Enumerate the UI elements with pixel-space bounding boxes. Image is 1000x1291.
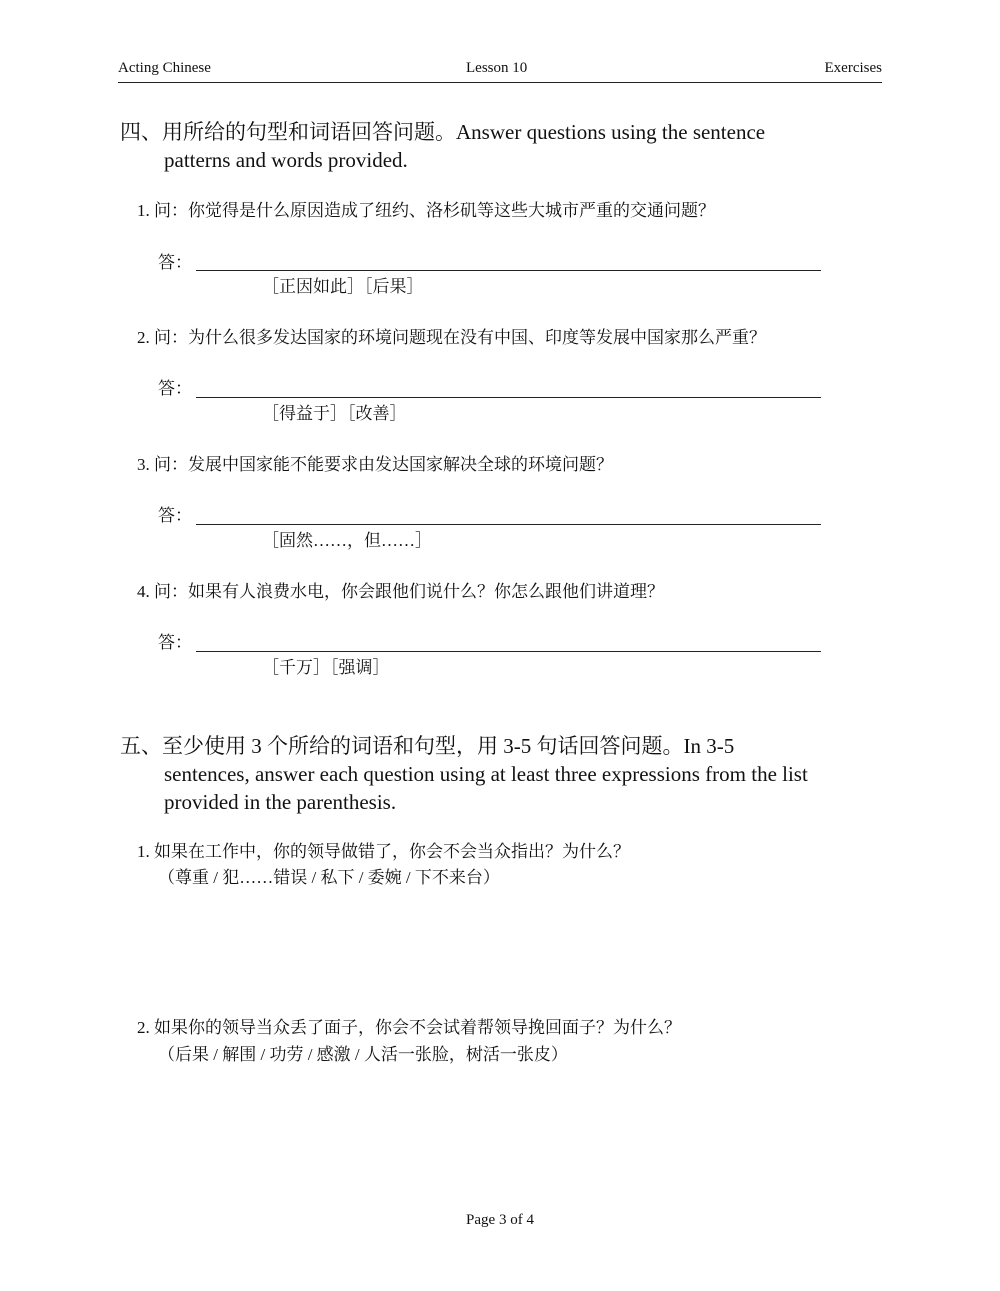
page-header (118, 60, 882, 83)
s4-question-4: 4. 问：如果有人浪费水电，你会跟他们说什么？你怎么跟他们讲道理？ (137, 582, 664, 601)
section-4-title-line2: patterns and words provided. (164, 148, 408, 172)
s4-answer-line-3[interactable] (196, 524, 821, 525)
section-5-title (120, 732, 880, 816)
section-5-title-line3: provided in the parenthesis. (164, 790, 397, 814)
header-lesson: Lesson 10 (466, 60, 528, 76)
s4-question-2: 2. 问：为什么很多发达国家的环境问题现在没有中国、印度等发展中国家那么严重？ (137, 328, 766, 347)
section-4-title-line1: 四、用所给的句型和词语回答问题。Answer questions using the sentence (120, 120, 766, 144)
s5-options-2: （后果 / 解围 / 功劳 / 感激 / 人活一张脸，树活一张皮） (158, 1045, 568, 1064)
s4-answer-label-4: 答： (158, 633, 192, 652)
section-5-title-line2: sentences, answer each question using at least three expressions from the list (164, 762, 808, 786)
s4-answer-label-2: 答： (158, 379, 192, 398)
s4-question-1: 1. 问：你觉得是什么原因造成了纽约、洛杉矶等这些大城市严重的交通问题？ (137, 201, 715, 220)
s5-question-1: 1. 如果在工作中，你的领导做错了，你会不会当众指出？为什么？ (137, 842, 630, 861)
header-course-title: Acting Chinese (118, 60, 211, 76)
section-4-title (120, 118, 880, 174)
s4-hint-2: ［得益于］［改善］ (262, 404, 407, 423)
s4-answer-label-1: 答： (158, 253, 192, 272)
s4-answer-line-2[interactable] (196, 397, 821, 398)
header-section: Exercises (824, 60, 882, 76)
s4-answer-label-3: 答： (158, 506, 192, 525)
s4-question-3: 3. 问：发展中国家能不能要求由发达国家解决全球的环境问题？ (137, 455, 613, 474)
page-number: Page 3 of 4 (466, 1212, 534, 1228)
section-5-title-line1: 五、至少使用 3 个所给的词语和句型，用 3-5 句话回答问题。In 3-5 (120, 734, 735, 758)
s4-answer-line-4[interactable] (196, 651, 821, 652)
s4-hint-1: ［正因如此］［后果］ (262, 277, 424, 296)
s4-hint-3: ［固然……，但……］ (262, 531, 432, 550)
s5-question-2: 2. 如果你的领导当众丢了面子，你会不会试着帮领导挽回面子？为什么？ (137, 1018, 681, 1037)
s5-options-1: （尊重 / 犯……错误 / 私下 / 委婉 / 下不来台） (158, 868, 500, 887)
s4-answer-line-1[interactable] (196, 270, 821, 271)
s4-hint-4: ［千万］［强调］ (262, 658, 390, 677)
